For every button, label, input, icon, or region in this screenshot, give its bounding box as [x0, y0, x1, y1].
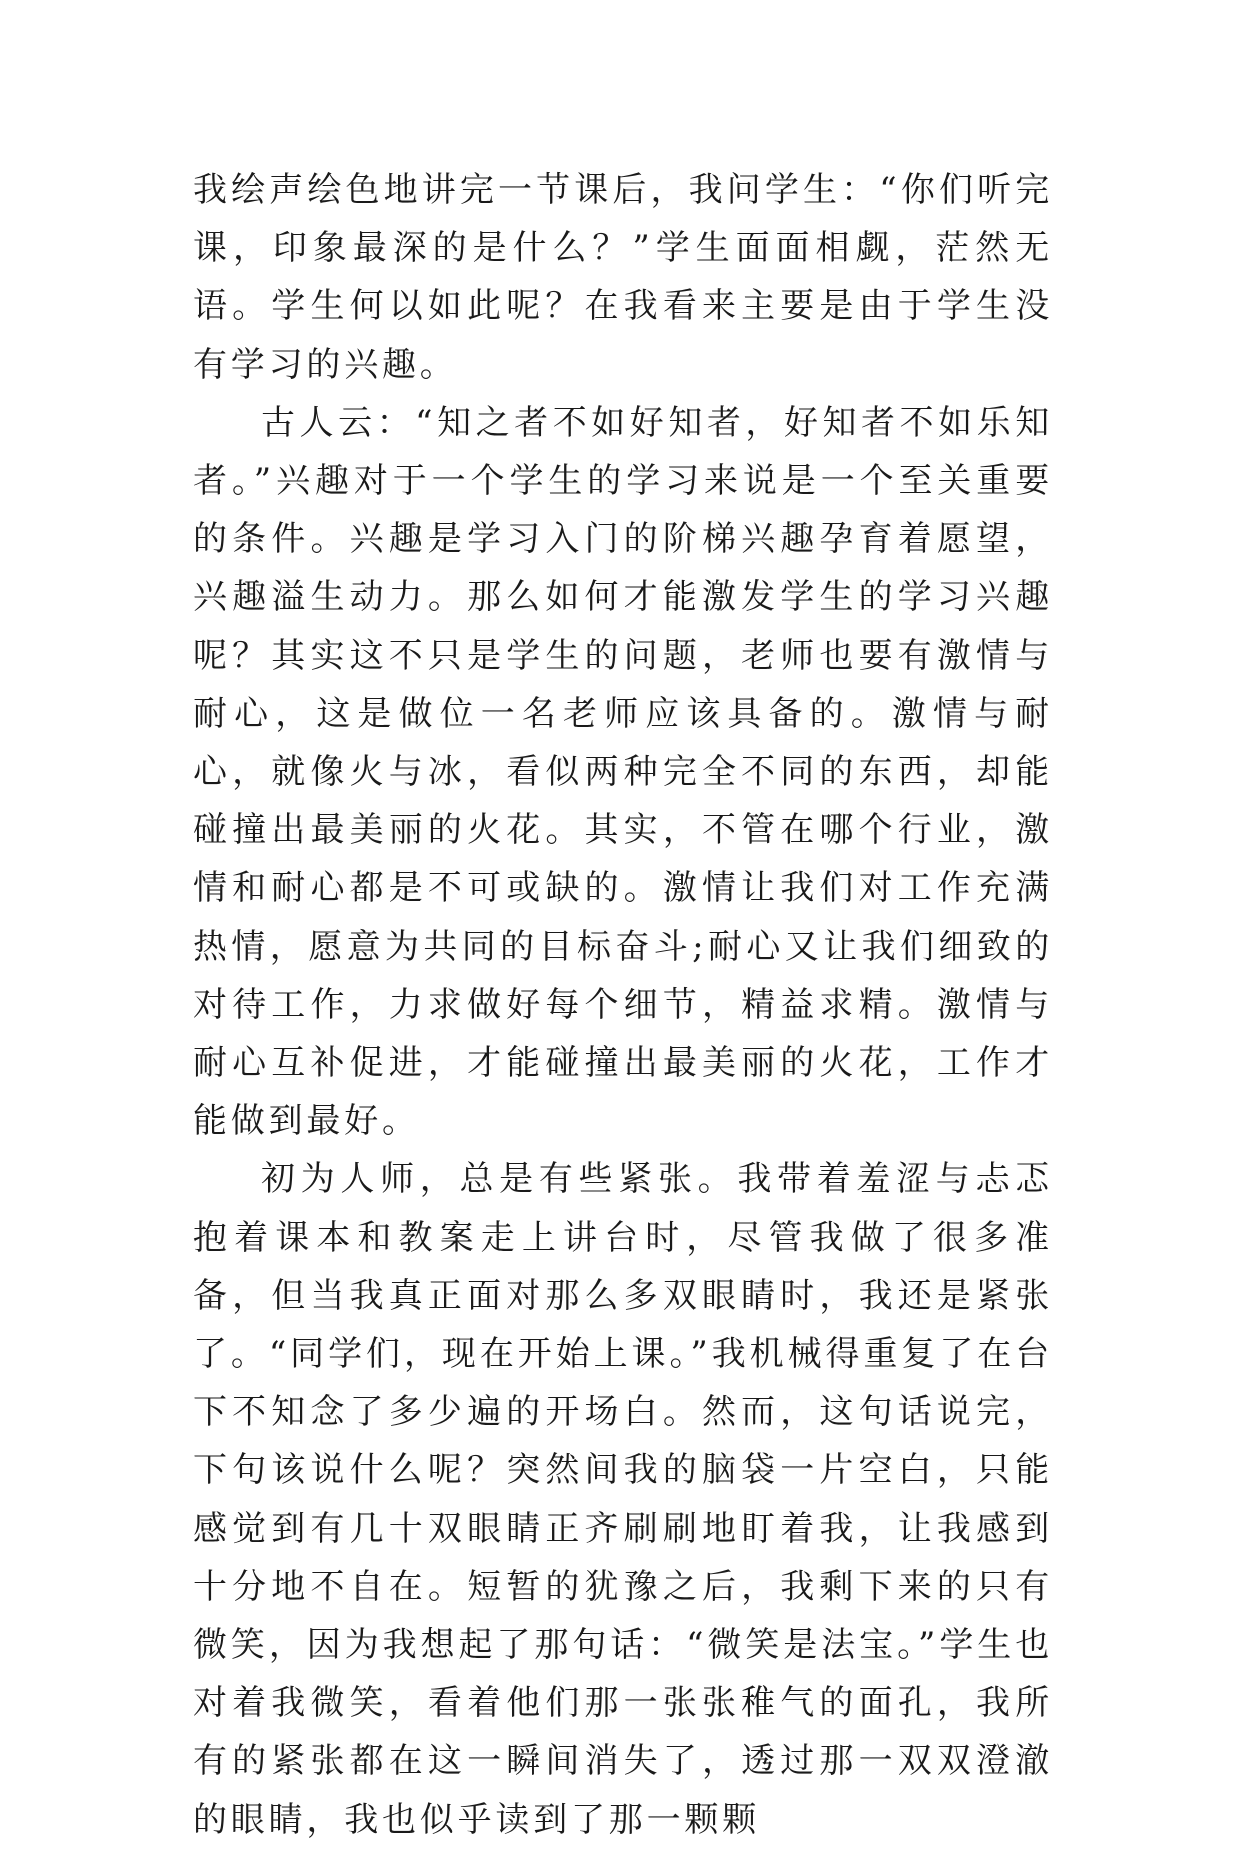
paragraph-2: 古人云：“知之者不如好知者，好知者不如乐知者。”兴趣对于一个学生的学习来说是一个至关重要的条件。兴趣是学习入门的阶梯兴趣孕育着愿望，兴趣溢生动力。那么如何才能激发学生的学习兴趣呢？其实这不只是学生的问题，老师也要有激情与耐心，这是做位一名老师应该具备的。激情与耐心，就像火与冰，看似两种完全不同的东西，却能碰撞出最美丽的火花。其实，不管在哪个行业，激情和耐心都是不可或缺的。激情让我们对工作充满热情，愿意为共同的目标奋斗;耐心又让我们细致的对待工作，力求做好每个细节，精益求精。激情与耐心互补促进，才能碰撞出最美丽的火花，工作才能做到最好。 [193, 402, 1053, 1142]
body-text [193, 161, 1053, 1849]
paragraph-3: 初为人师，总是有些紧张。我带着羞涩与忐忑抱着课本和教案走上讲台时，尽管我做了很多准备，但当我真正面对那么多双眼睛时，我还是紧张了。“同学们，现在开始上课。”我机械得重复了在台下不知念了多少遍的开场白。然而，这句话说完，下句该说什么呢？突然间我的脑袋一片空白，只能感觉到有几十双眼睛正齐刷刷地盯着我，让我感到十分地不自在。短暂的犹豫之后，我剩下来的只有微笑，因为我想起了那句话：“微笑是法宝。”学生也对着我微笑，看着他们那一张张稚气的面孔，我所有的紧张都在这一瞬间消失了，透过那一双双澄澈的眼睛，我也似乎读到了那一颗颗 [193, 1159, 1053, 1840]
paragraph-1: 我绘声绘色地讲完一节课后，我问学生：“你们听完课，印象最深的是什么？”学生面面相觑，茫然无语。学生何以如此呢？在我看来主要是由于学生没有学习的兴趣。 [193, 170, 1053, 385]
